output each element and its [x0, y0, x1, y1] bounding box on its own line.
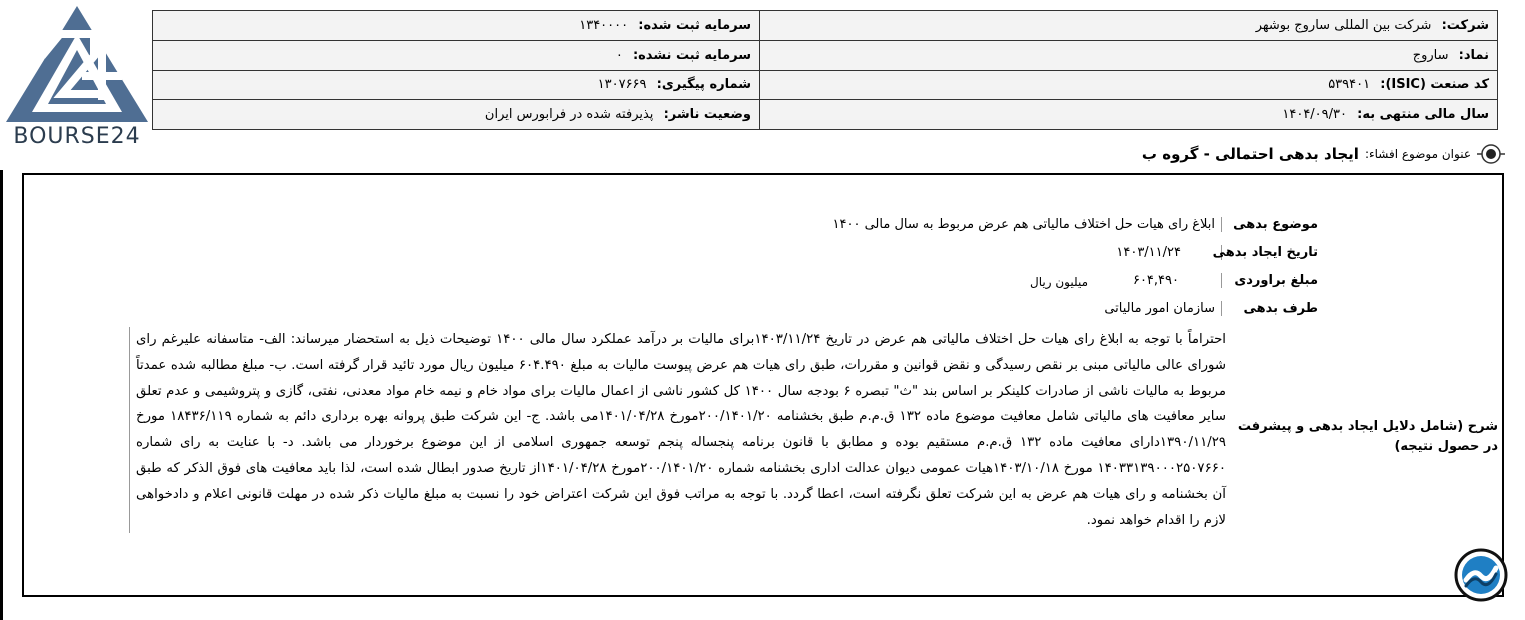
description-label: شرح (شامل دلایل ایجاد بدهی و پیشرفت در حصول نتیجه) [1237, 419, 1498, 454]
unregistered-capital-cell [153, 40, 760, 70]
description-text: احتراماً با توجه به ابلاغ رای هیات حل اختلاف مالیاتی هم عرض در تاریخ ۱۴۰۳/۱۱/۲۴برای مالیات بر درآمد عملکرد سال مالی ۱۴۰۰ توضیحات ذیل به استحضار میرساند: الف- متاسفانه علیرغم رای شورای عالی مالیاتی مبنی بر نقص رسیدگی و نقض قوانین و مقررات، طبق رای هیات هم عرض پیوست مالیات به مبلغ ۶۰۴.۴۹۰ میلیون ریال مورد تائید قرار گرفته است. ب- مبلغ مطالبه شده عمدتاً مربوط به مالیات ناشی از صادرات کلینکر بر اساس بند "ث" تبصره ۶ بودجه سال ۱۴۰۰ کل کشور ناشی از اعمال مالیات برای مواد خام و نیمه خام مواد معدنی، نفتی، گازی و پتروشیمی و عدم تعلق سایر معافیت های مالیاتی شامل معافیت موضوع ماده ۱۳۲ ق.م.م طبق بخشنامه ۲۰۰/۱۴۰۱/۲۰مورخ ۱۴۰۱/۰۴/۲۸می باشد. ج- این شرکت طبق پروانه بهره برداری دائم به شماره ۱۸۴۳۶/۱۱۹ مورخ ۱۳۹۰/۱۱/۲۹دارای معافیت ماده ۱۳۲ ق.م.م مستقیم بوده و مطابق با قانون برنامه پنجساله پنجم توسعه جمهوری اسلامی از این موضوع برخوردار می باشد. د- با عنایت به رای شماره ۱۴۰۳۳۱۳۹۰۰۰۲۵۰۷۶۶۰ مورخ ۱۴۰۳/۱۰/۱۸هیات عمومی دیوان عدالت اداری بخشنامه شماره ۲۰۰/۱۴۰۱/۲۰مورخ ۱۴۰۱/۰۴/۲۸از تاریخ صدور ابطال شده است، لذا باید معافیت های فوق الذکر که طبق آن بخشنامه و رای هیات هم عرض به این شرکت تعلق نگرفته است، اعطا گردد. با توجه به مراتب فوق این شرکت اعتراض خود را نسبت به مبلغ مالیات ذکر شده در مهلت قانونی اعلام و دادخواهی لازم را اقدام خواهد نمود. [129, 327, 1226, 533]
info-row [153, 40, 1498, 70]
company-value: شرکت بین المللی ساروج بوشهر [1255, 17, 1432, 33]
amount-label: مبلغ براوردی [1221, 273, 1502, 288]
disclosure-subject [1142, 141, 1505, 167]
topic-value: ابلاغ رای هیات حل اختلاف مالیاتی هم عرض مربوط به سال مالی ۱۴۰۰ [832, 217, 1215, 232]
isic-label: کد صنعت (ISIC): [1380, 77, 1489, 93]
company-info-table [152, 10, 1498, 130]
publisher-status-value: پذیرفته شده در فرابورس ایران [484, 107, 654, 123]
amount-unit: میلیون ریال [1030, 275, 1088, 289]
registered-capital-cell [153, 11, 760, 41]
logo-text: BOURSE24 [13, 124, 141, 149]
info-row [153, 100, 1498, 130]
left-divider [0, 170, 3, 620]
info-row [153, 70, 1498, 100]
company-label: شرکت: [1441, 17, 1489, 33]
amount-row [1133, 273, 1502, 288]
party-value: سازمان امور مالیاتی [1104, 301, 1215, 316]
isic-value: ۵۳۹۴۰۱ [1328, 77, 1371, 93]
registered-capital-value: ۱۳۴۰۰۰۰ [579, 17, 629, 33]
target-icon [1477, 141, 1505, 167]
company-cell [760, 11, 1498, 41]
subject-prefix: عنوان موضوع افشاء: [1364, 147, 1471, 161]
symbol-cell [760, 40, 1498, 70]
symbol-value: ساروج [1412, 47, 1449, 63]
fiscal-year-cell [760, 100, 1498, 130]
topic-row [833, 217, 1502, 232]
amount-value: ۶۰۴,۴۹۰ [1132, 273, 1179, 288]
info-row [153, 11, 1498, 41]
subject-title: ایجاد بدهی احتمالی - گروه ب [1141, 145, 1359, 163]
tracking-value: ۱۳۰۷۶۶۹ [597, 77, 647, 93]
publisher-status-label: وضعیت ناشر: [663, 107, 751, 123]
publisher-status-cell [153, 100, 760, 130]
chart-badge-icon [1454, 548, 1508, 602]
party-label: طرف بدهی [1221, 301, 1502, 316]
fiscal-year-value: ۱۴۰۴/۰۹/۳۰ [1282, 107, 1347, 123]
date-row [1116, 245, 1502, 260]
tracking-label: شماره پیگیری: [656, 77, 751, 93]
registered-capital-label: سرمایه ثبت شده: [638, 17, 751, 33]
party-row [1104, 301, 1502, 316]
unregistered-capital-label: سرمایه ثبت نشده: [632, 47, 751, 63]
date-label: تاریخ ایجاد بدهی [1221, 245, 1502, 260]
symbol-label: نماد: [1458, 47, 1489, 63]
tracking-cell [153, 70, 760, 100]
unregistered-capital-value: ۰ [615, 47, 623, 63]
isic-cell [760, 70, 1498, 100]
date-value: ۱۴۰۳/۱۱/۲۴ [1116, 245, 1181, 260]
topic-label: موضوع بدهی [1221, 217, 1502, 232]
fiscal-year-label: سال مالی منتهی به: [1357, 107, 1489, 123]
debt-details-box [22, 173, 1504, 597]
